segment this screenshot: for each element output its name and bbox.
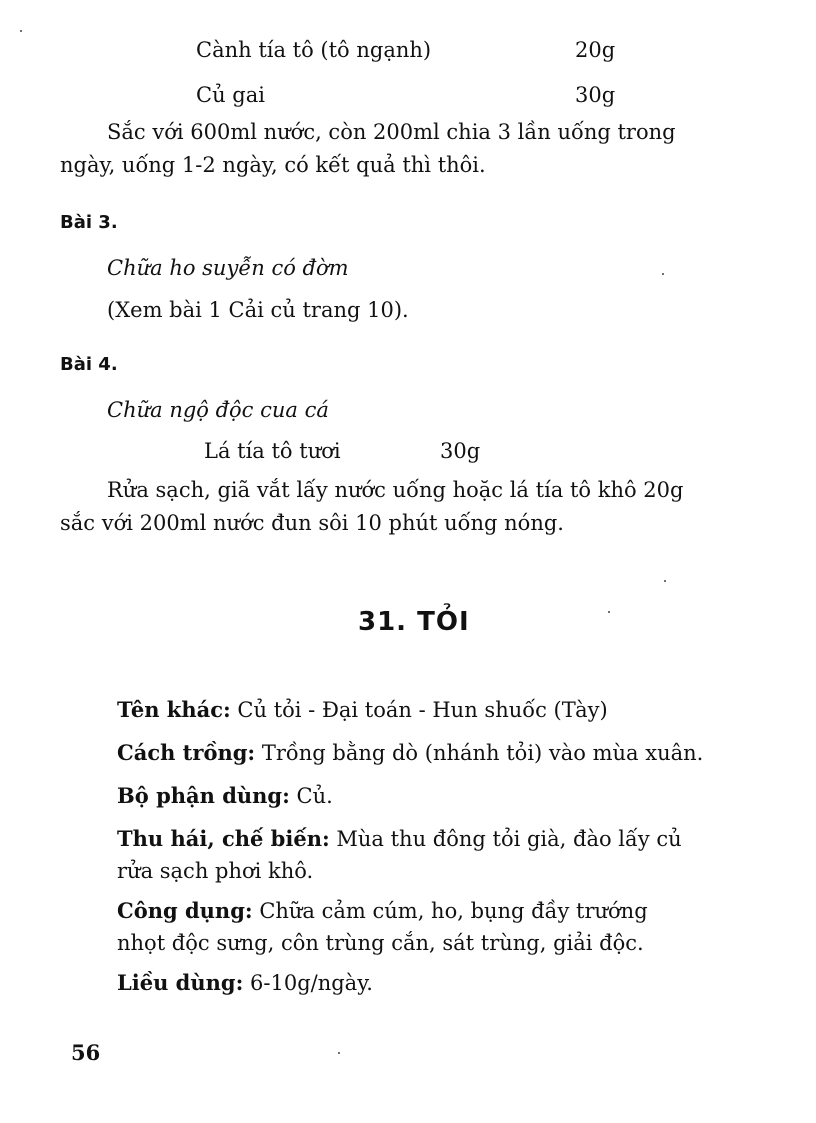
paragraph-line: ngày, uống 1-2 ngày, có kết quả thì thôi. [60, 153, 486, 177]
ingredient-name: Củ gai [196, 83, 265, 107]
section-heading: Bài 3. [60, 212, 118, 233]
section-heading: Bài 4. [60, 354, 118, 375]
field-line: nhọt độc sưng, côn trùng cắn, sát trùng, giải độc. [117, 931, 644, 955]
field-label: Bộ phận dùng: [117, 783, 290, 808]
field-thu-hai [117, 822, 682, 856]
field-value: Củ tỏi - Đại toán - Hun shuốc (Tày) [230, 698, 608, 722]
ingredient-name: Lá tía tô tươi [204, 439, 341, 463]
field-line: rửa sạch phơi khô. [117, 859, 314, 883]
field-value: 6-10g/ngày. [243, 971, 373, 995]
field-lieu-dung [117, 966, 373, 1000]
paragraph-line: sắc với 200ml nước đun sôi 10 phút uống nóng. [60, 511, 564, 535]
field-label: Liều dùng: [117, 970, 244, 995]
scan-speck [662, 273, 664, 275]
scan-speck [664, 580, 666, 582]
field-value: Củ. [289, 784, 333, 808]
remedy-subtitle: Chữa ngộ độc cua cá [107, 398, 329, 422]
ingredient-name: Cành tía tô (tô ngạnh) [196, 38, 432, 62]
paragraph-line: Sắc với 600ml nước, còn 200ml chia 3 lần uống trong [107, 120, 676, 144]
field-ten-khac [117, 693, 608, 727]
field-label: Công dụng: [117, 898, 253, 923]
remedy-subtitle: Chữa ho suyễn có đờm [107, 256, 349, 280]
field-label: Thu hái, chế biến: [117, 826, 330, 851]
field-label: Cách trồng: [117, 740, 256, 765]
field-label: Tên khác: [117, 697, 231, 722]
paragraph-line: Rửa sạch, giã vắt lấy nước uống hoặc lá tía tô khô 20g [107, 478, 684, 502]
field-cong-dung [117, 894, 648, 928]
ingredient-amount: 30g [575, 83, 616, 107]
remedy-note: (Xem bài 1 Cải củ trang 10). [107, 298, 409, 322]
field-bo-phan [117, 779, 333, 813]
chapter-title: 31. TỎI [358, 607, 470, 637]
ingredient-amount: 30g [440, 439, 481, 463]
ingredient-amount: 20g [575, 38, 616, 62]
field-cach-trong [117, 736, 703, 770]
scan-speck [20, 30, 22, 32]
field-value: Trồng bằng dò (nhánh tỏi) vào mùa xuân. [255, 741, 704, 765]
scan-speck [338, 1052, 340, 1054]
scan-speck [608, 611, 610, 613]
field-value: Mùa thu đông tỏi già, đào lấy củ [329, 827, 682, 851]
page-number: 56 [71, 1040, 101, 1065]
field-value: Chữa cảm cúm, ho, bụng đầy trướng [252, 899, 648, 923]
